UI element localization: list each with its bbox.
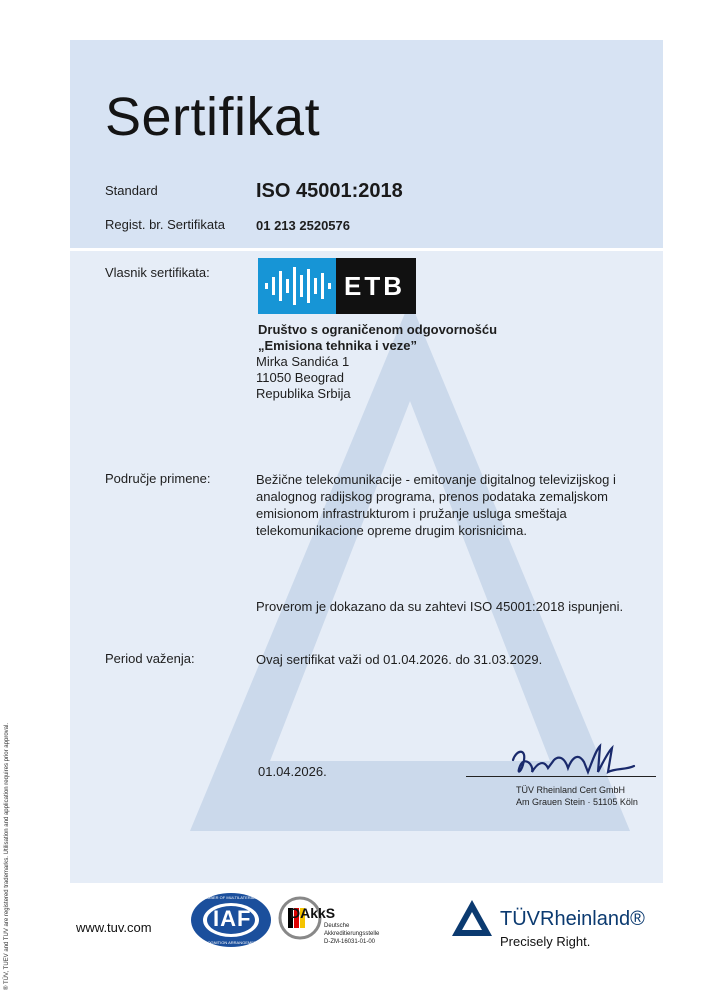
holder-address-line: 11050 Beograd (256, 370, 344, 385)
signature-line (466, 776, 656, 777)
holder-address-line: Mirka Sandića 1 (256, 354, 350, 369)
dakks-line: Akkreditierungsstelle (324, 931, 380, 937)
etb-logo-text: ETB (344, 271, 405, 301)
verification-statement: Proverom je dokazano da su zahtevi ISO 45001:2018 ispunjeni. (256, 599, 624, 614)
certificate-title: Sertifikat (105, 87, 321, 147)
iaf-ring-bottom: RECOGNITION ARRANGEMENT (199, 940, 260, 945)
issue-date: 01.04.2026. (258, 764, 327, 779)
standard-value: ISO 45001:2018 (256, 180, 403, 202)
scope-line: emisionom infrastrukturom i pružanje usluga smeštaja (256, 506, 567, 521)
trademark-notice: ® TÜV, TUEV and TUV are registered trademarks. Utilisation and application requires prior approval. (4, 723, 10, 990)
iaf-ring-top: MEMBER OF MULTILATERAL (201, 895, 256, 900)
validity-value: Ovaj sertifikat važi od 01.04.2026. do 31.03.2029. (256, 652, 543, 667)
dakks-line: Deutsche (324, 923, 350, 929)
issuer-address: Am Grauen Stein · 51105 Köln (516, 797, 638, 807)
registration-value: 01 213 2520576 (256, 218, 350, 233)
issuer-name: TÜV Rheinland Cert GmbH (516, 785, 626, 795)
registration-label: Regist. br. Sertifikata (105, 217, 225, 232)
sound-wave-icon (258, 258, 336, 314)
etb-logo (258, 258, 416, 314)
holder-address-line: Republika Srbija (256, 386, 351, 401)
holder-label: Vlasnik sertifikata: (105, 265, 210, 280)
tuv-brand: TÜVRheinland® (500, 908, 645, 930)
website-link[interactable]: www.tuv.com (76, 920, 152, 935)
tuv-triangle-icon (450, 898, 494, 938)
holder-name-line1: Društvo s ograničenom odgovornošću (258, 322, 498, 337)
standard-label: Standard (105, 183, 158, 198)
holder-name-line2: „Emisiona tehnika i veze” (258, 338, 417, 353)
scope-line: telekomunikacione opreme drugim korisnicima. (256, 523, 527, 538)
dakks-name: DAkkS (290, 905, 336, 921)
scope-line: Bežične telekomunikacije - emitovanje digitalnog televizijskog i (256, 472, 616, 487)
scope-label: Područje primene: (105, 471, 211, 486)
scope-line: analognog radijskog programa, prenos podataka zemaljskom (256, 489, 608, 504)
iaf-logo-text: IAF (213, 906, 252, 931)
dakks-line: D-ZM-16031-01-00 (324, 939, 376, 945)
validity-label: Period važenja: (105, 651, 195, 666)
tuv-slogan: Precisely Right. (500, 934, 591, 949)
